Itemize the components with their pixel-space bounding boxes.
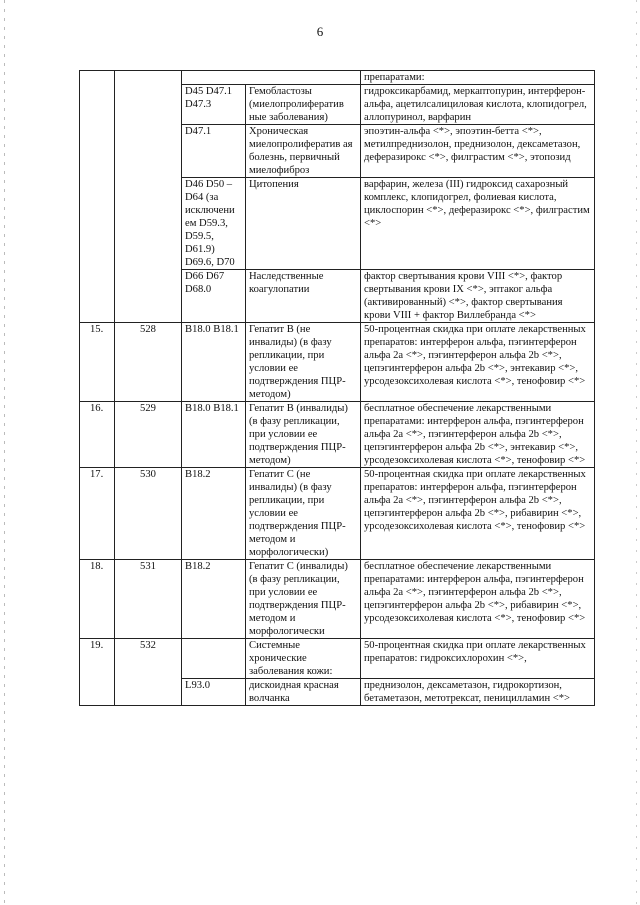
icd-codes: D45 D47.1 D47.3 xyxy=(185,86,233,110)
icd-cell: B18.2 xyxy=(182,560,246,639)
icd-cell: B18.0 B18.1 xyxy=(182,402,246,468)
row-code-cell: 529 xyxy=(115,402,182,468)
row-number-cell xyxy=(80,71,115,323)
row-code-cell: 530 xyxy=(115,468,182,560)
icd-cell: B18.0 B18.1 xyxy=(182,323,246,402)
drugs-cell: варфарин, железа (III) гидроксид сахарозный комплекс, клопидогрел, фолиевая кислота, циклоспорин <*>, деферазирокс <*>, филграстим <*> xyxy=(361,178,595,270)
icd-cell: B18.2 xyxy=(182,468,246,560)
icd-cell xyxy=(182,639,246,679)
drugs-cell: бесплатное обеспечение лекарственными препаратами: интерферон альфа, пэгинтерферон альфа 2а <*>, пэгинтерферон альфа 2b <*>, цепэгинтерферон альфа 2b <*>, рибавирин <*>, урсодезоксихолевая кислота <*>, тенофовир <*> xyxy=(361,560,595,639)
icd-cell xyxy=(182,71,361,85)
icd-cell: D66 D67 D68.0 xyxy=(182,270,246,323)
row-number-cell: 16. xyxy=(80,402,115,468)
row-code-cell: 528 xyxy=(115,323,182,402)
table-row xyxy=(80,468,595,560)
table-row xyxy=(80,402,595,468)
icd-cell: D47.1 xyxy=(182,125,246,178)
table-row xyxy=(80,71,595,85)
drugs-cell: 50-процентная скидка при оплате лекарственных препаратов: гидроксихлорохин <*>, xyxy=(361,639,595,679)
table-row xyxy=(80,639,595,679)
drugs-cell: фактор свертывания крови VIII <*>, фактор свертывания крови IX <*>, эптаког альфа (активированный) <*>, фактор свертывания крови VIII + фактор Виллебранда <*> xyxy=(361,270,595,323)
row-code-cell xyxy=(115,71,182,323)
row-number-cell: 19. xyxy=(80,639,115,706)
row-number-cell: 17. xyxy=(80,468,115,560)
disease-cell: Цитопения xyxy=(246,178,361,270)
disease-cell: Гепатит В (не инвалиды) (в фазу репликации, при условии ее подтверждения ПЦР-методом) xyxy=(246,323,361,402)
disease-cell: дискоидная красная волчанка xyxy=(246,679,361,706)
table-row xyxy=(80,323,595,402)
icd-cell xyxy=(182,85,246,125)
drugs-cell: гидроксикарбамид, меркаптопурин, интерферон-альфа, ацетилсалициловая кислота, клопидогрел, аллопуринол, варфарин xyxy=(361,85,595,125)
icd-cell: L93.0 xyxy=(182,679,246,706)
drugs-cell: 50-процентная скидка при оплате лекарственных препаратов: интерферон альфа, пэгинтерферон альфа 2а <*>, пэгинтерферон альфа 2b <*>, цепэгинтерферон альфа 2b <*>, рибавирин <*>, урсодезоксихолевая кислота <*>, тенофовир <*> xyxy=(361,468,595,560)
disease-cell: Наследственные коагулопатии xyxy=(246,270,361,323)
disease-cell: Хроническая миелопролифератив ая болезнь, первичный миелофиброз xyxy=(246,125,361,178)
page-number: 6 xyxy=(316,24,324,39)
icd-cell: D46 D50 – D64 (за исключени ем D59.3, D59.5, D61.9) D69.6, D70 xyxy=(182,178,246,270)
row-number-cell: 15. xyxy=(80,323,115,402)
disease-cell: Гепатит С (не инвалиды) (в фазу репликации, при условии ее подтверждения ПЦР-методом и морфологически) xyxy=(246,468,361,560)
disease-cell: Гепатит В (инвалиды) (в фазу репликации, при условии ее подтверждения ПЦР-методом) xyxy=(246,402,361,468)
disease-cell: Системные хронические заболевания кожи: xyxy=(246,639,361,679)
row-code-cell: 531 xyxy=(115,560,182,639)
drugs-cell: преднизолон, дексаметазон, гидрокортизон, бетаметазон, метотрексат, пеницилламин <*> xyxy=(361,679,595,706)
table-row xyxy=(80,560,595,639)
drugs-cell: бесплатное обеспечение лекарственными препаратами: интерферон альфа, пэгинтерферон альфа 2а <*>, пэгинтерферон альфа 2b <*>, цепэгинтерферон альфа 2b <*>, энтекавир <*>, урсодезоксихолевая кислота <*>, тенофовир <*> xyxy=(361,402,595,468)
medication-table xyxy=(79,70,595,706)
drugs-cell: эпоэтин-альфа <*>, эпоэтин-бетта <*>, метилпреднизолон, преднизолон, дексаметазон, деферазирокс <*>, филграстим <*>, этопозид xyxy=(361,125,595,178)
drugs-cell: 50-процентная скидка при оплате лекарственных препаратов: интерферон альфа, пэгинтерферон альфа 2а <*>, пэгинтерферон альфа 2b <*>, цепэгинтерферон альфа 2b <*>, энтекавир <*>, урсодезоксихолевая кислота <*>, тенофовир <*> xyxy=(361,323,595,402)
scan-edge-right xyxy=(636,0,637,905)
scan-edge-left xyxy=(4,0,5,905)
disease-cell: Гемобластозы (миелопролифератив ные заболевания) xyxy=(246,85,361,125)
disease-cell: Гепатит С (инвалиды) (в фазу репликации, при условии ее подтверждения ПЦР-методом и морфологически xyxy=(246,560,361,639)
row-code-cell: 532 xyxy=(115,639,182,706)
row-number-cell: 18. xyxy=(80,560,115,639)
drugs-cell: препаратами: xyxy=(361,71,595,85)
